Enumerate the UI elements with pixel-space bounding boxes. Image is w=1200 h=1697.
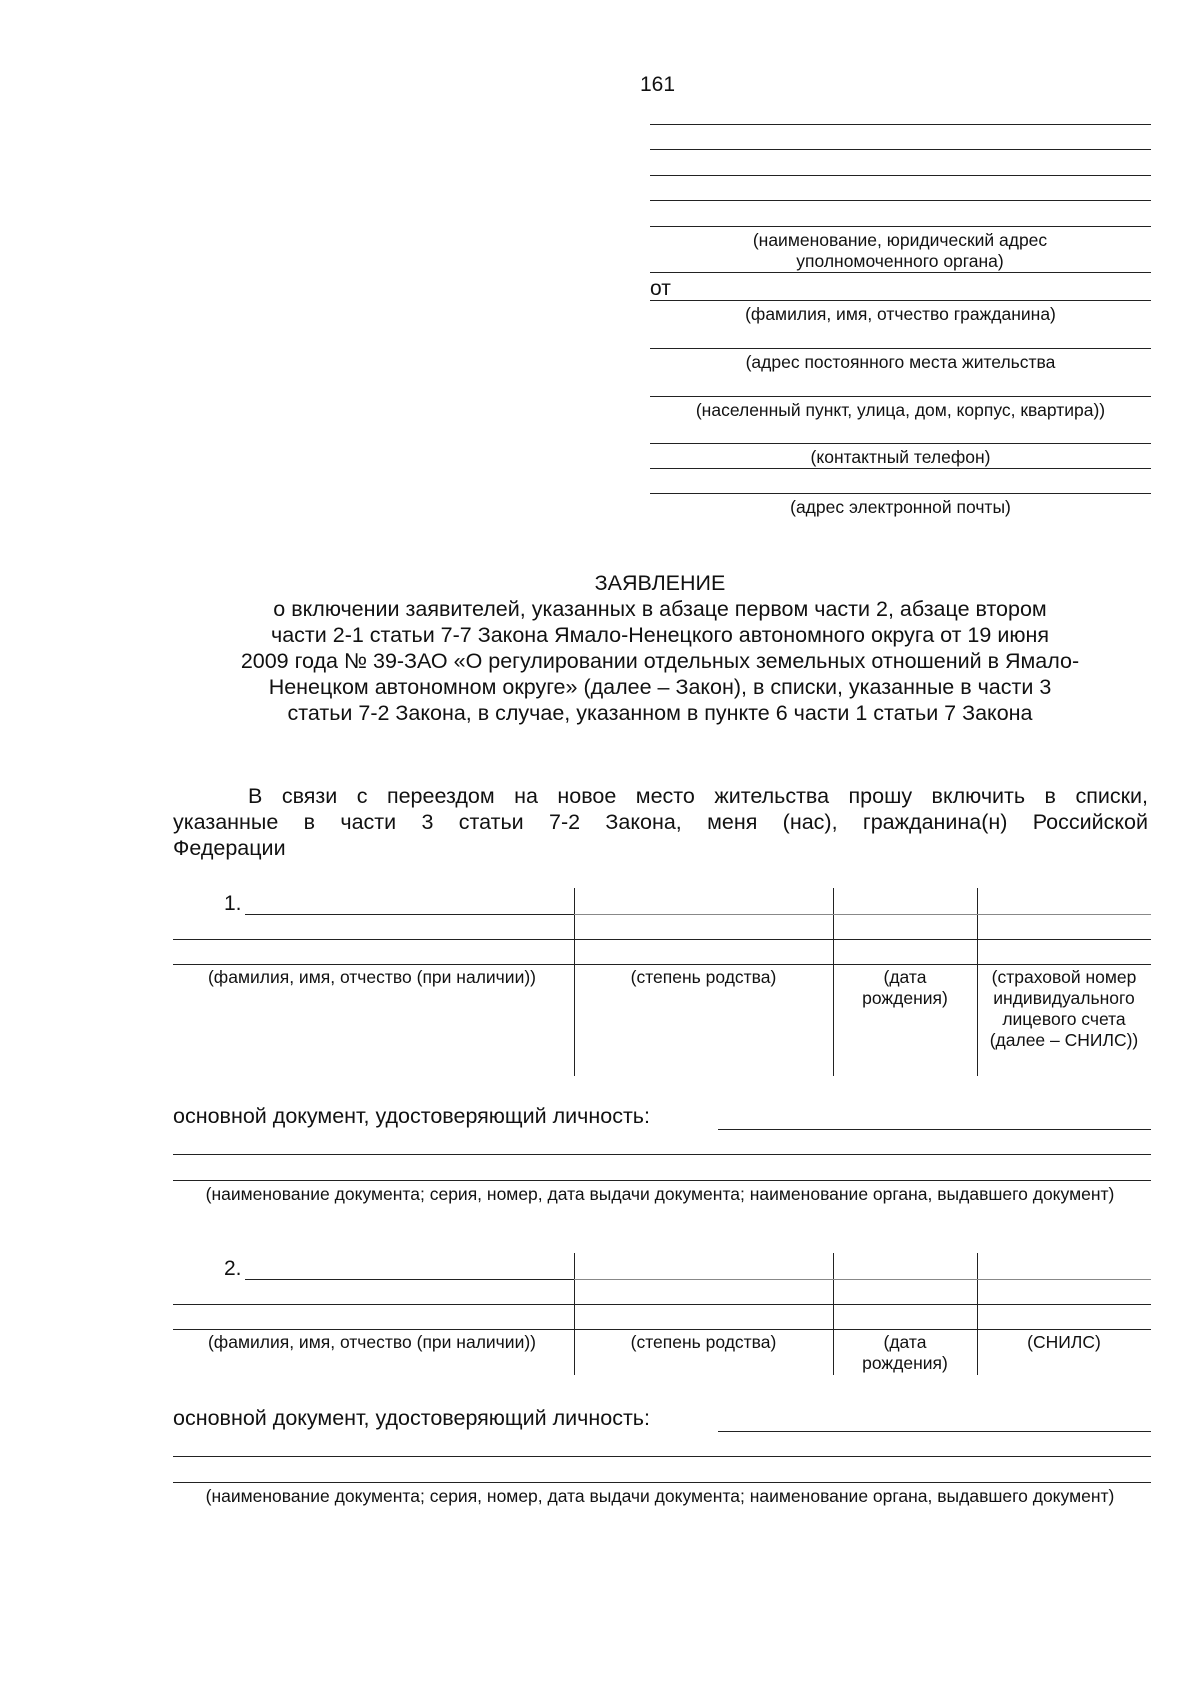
authority-line-6[interactable]	[650, 272, 1151, 273]
person-1-fio-line-2[interactable]	[173, 939, 1151, 940]
authority-line-4[interactable]	[650, 200, 1151, 201]
person-2-row-line-1	[574, 1279, 1151, 1280]
person-1-col-relation: (степень родства)	[630, 967, 777, 987]
address-line-2[interactable]	[650, 396, 1151, 397]
person-2-divider-1	[574, 1253, 575, 1375]
person-1-fio-line-3[interactable]	[173, 964, 1151, 965]
phone-line[interactable]	[650, 443, 1151, 444]
person-2-divider-3	[977, 1253, 978, 1375]
phone-underline	[650, 468, 1151, 469]
title-heading: ЗАЯВЛЕНИЕ	[594, 571, 726, 595]
person-1-divider-2	[833, 888, 834, 1076]
person-1-fio-line-1[interactable]	[245, 914, 574, 915]
request-paragraph	[173, 783, 1148, 861]
title-line-5: статьи 7-2 Закона, в случае, указанном в пункте 6 части 1 статьи 7 Закона	[287, 701, 1033, 725]
person-1-col-birth: (дата рождения)	[862, 967, 948, 1008]
email-line[interactable]	[650, 493, 1151, 494]
address-line-1[interactable]	[650, 348, 1151, 349]
title-line-3: 2009 года № 39-ЗАО «О регулировании отдельных земельных отношений в Ямало-	[240, 649, 1080, 673]
person-2-doc-line-1[interactable]	[718, 1431, 1151, 1432]
address-caption-1: (адрес постоянного места жительства	[745, 352, 1056, 372]
title-line-4: Ненецком автономном округе» (далее – Закон), в списки, указанные в части 3	[268, 675, 1052, 699]
person-2-fio-line-1[interactable]	[245, 1279, 574, 1280]
person-2-divider-2	[833, 1253, 834, 1375]
authority-line-3[interactable]	[650, 175, 1151, 176]
title-line-2: части 2-1 статьи 7-7 Закона Ямало-Ненецкого автономного округа от 19 июня	[271, 623, 1049, 647]
authority-caption: (наименование, юридический адрес уполномоченного органа)	[752, 230, 1048, 271]
request-line-2: указанные в части 3 статьи 7-2 Закона, меня (нас), гражданина(н) Российской	[173, 810, 1148, 834]
person-1-number: 1.	[224, 892, 242, 915]
person-2-number: 2.	[224, 1257, 242, 1280]
authority-line-1[interactable]	[650, 124, 1151, 125]
person-2-doc-line-3[interactable]	[173, 1482, 1151, 1483]
person-1-doc-label: основной документ, удостоверяющий личность:	[173, 1104, 650, 1128]
from-label: от	[650, 277, 671, 300]
person-1-divider-1	[574, 888, 575, 1076]
request-line-3: Федерации	[173, 836, 286, 860]
email-caption: (адрес электронной почты)	[790, 497, 1011, 517]
person-2-col-fio: (фамилия, имя, отчество (при наличии))	[207, 1332, 536, 1352]
person-2-col-snils: (СНИЛС)	[1027, 1332, 1101, 1352]
fio-line[interactable]	[650, 300, 1151, 301]
person-2-col-birth: (дата рождения)	[862, 1332, 948, 1373]
address-caption-2: (населенный пункт, улица, дом, корпус, квартира))	[695, 400, 1106, 420]
person-1-doc-line-3[interactable]	[173, 1180, 1151, 1181]
person-2-doc-line-2[interactable]	[173, 1456, 1151, 1457]
person-2-fio-line-2[interactable]	[173, 1304, 1151, 1305]
person-1-col-snils: (страховой номер индивидуального лицевого счета (далее – СНИЛС))	[989, 967, 1139, 1050]
authority-line-5[interactable]	[650, 226, 1151, 227]
person-2-doc-label: основной документ, удостоверяющий личность:	[173, 1406, 650, 1430]
document-title	[150, 570, 1170, 726]
person-1-col-fio: (фамилия, имя, отчество (при наличии))	[207, 967, 536, 987]
authority-line-2[interactable]	[650, 149, 1151, 150]
person-2-fio-line-3[interactable]	[173, 1329, 1151, 1330]
person-1-doc-caption: (наименование документа; серия, номер, дата выдачи документа; наименование органа, выдавшего документ)	[205, 1184, 1115, 1204]
page-number: 161	[640, 73, 676, 96]
person-1-row-line-1	[574, 914, 1151, 915]
person-1-doc-line-2[interactable]	[173, 1154, 1151, 1155]
person-2-doc-caption: (наименование документа; серия, номер, дата выдачи документа; наименование органа, выдавшего документ)	[205, 1486, 1115, 1506]
request-line-1: В связи с переездом на новое место жительства прошу включить в списки,	[248, 784, 1148, 808]
phone-caption: (контактный телефон)	[810, 447, 991, 467]
person-2-col-relation: (степень родства)	[630, 1332, 777, 1352]
fio-caption: (фамилия, имя, отчество гражданина)	[745, 304, 1056, 324]
title-line-1: о включении заявителей, указанных в абзаце первом части 2, абзаце втором	[273, 597, 1047, 621]
person-1-doc-line-1[interactable]	[718, 1129, 1151, 1130]
